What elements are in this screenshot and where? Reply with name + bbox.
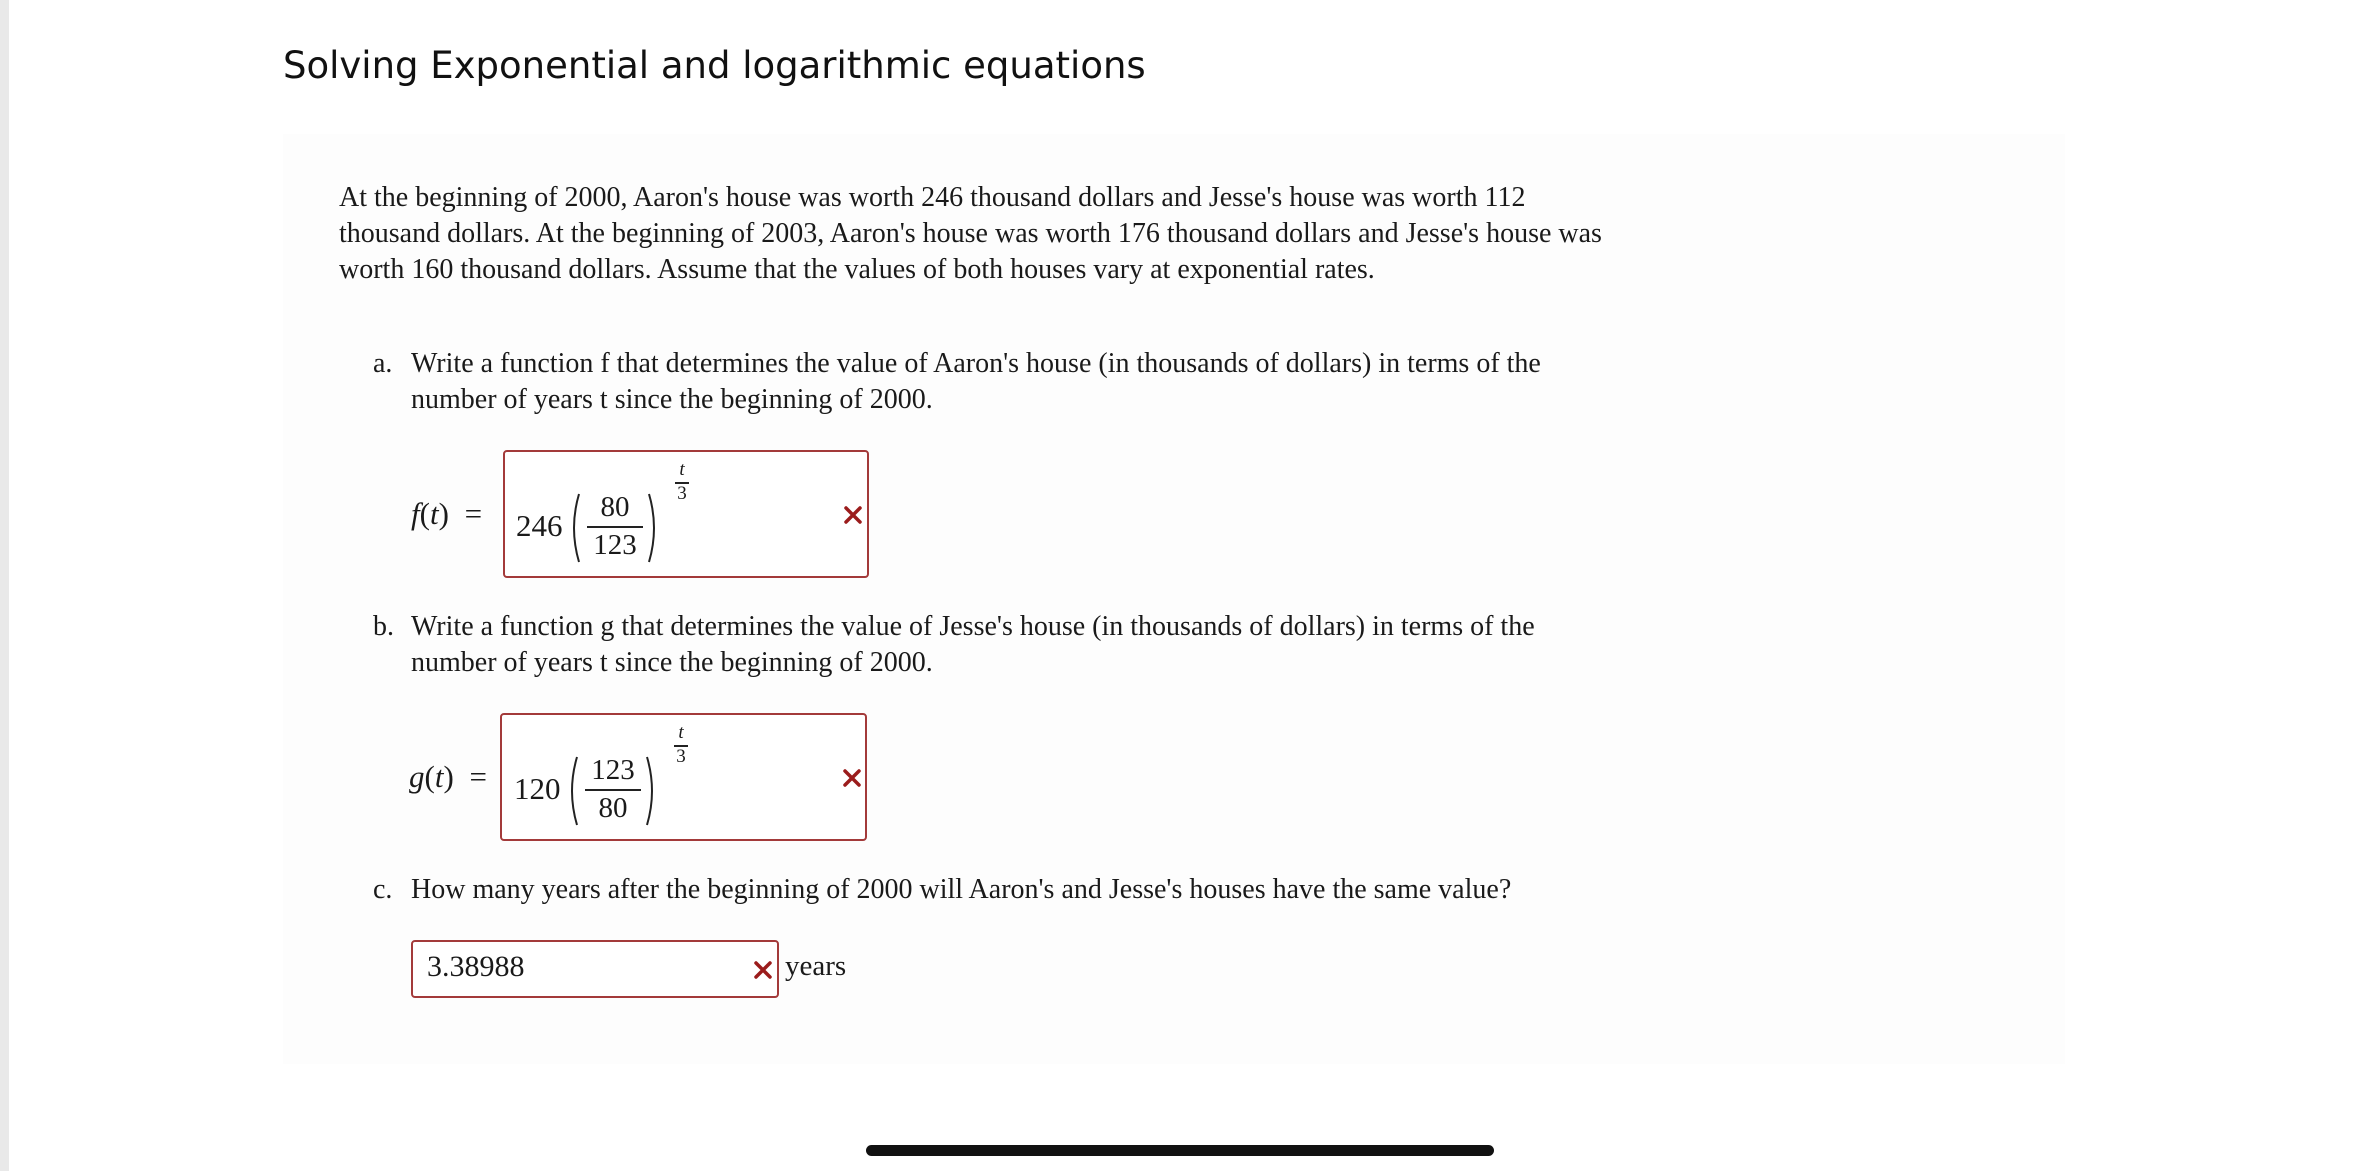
problem-statement: At the beginning of 2000, Aaron's house was worth 246 thousand dollars and Jesse's house was worth 112 thousand dollars. At the beginning of 2003, Aaron's house was worth 176 thousand dollars and Jesse's house was worth 160 thousand dollars. Assume that the values of both houses vary at exponential rates. bbox=[339, 182, 1602, 285]
part-b-base-numerator: 123 bbox=[591, 754, 635, 786]
left-paren-icon bbox=[565, 755, 579, 827]
right-paren-icon bbox=[645, 755, 659, 827]
right-paren-icon bbox=[647, 492, 661, 564]
part-b-function-label: g(t) = bbox=[409, 759, 488, 794]
part-b-exponent-denominator: 3 bbox=[676, 746, 686, 767]
incorrect-x-icon bbox=[752, 959, 774, 981]
part-a-function-label: f(t) = bbox=[411, 496, 483, 531]
part-b-answer-input[interactable] bbox=[500, 713, 867, 841]
part-b-coefficient: 120 bbox=[514, 771, 561, 806]
page-title: Solving Exponential and logarithmic equations bbox=[283, 44, 1146, 87]
incorrect-x-icon bbox=[842, 504, 864, 526]
part-b-question: Write a function g that determines the value of Jesse's house (in thousands of dollars) in terms of the number of years t since the beginning of 2000. bbox=[411, 611, 1535, 678]
part-a-base-numerator: 80 bbox=[600, 491, 630, 523]
part-a-question: Write a function f that determines the value of Aaron's house (in thousands of dollars) in terms of the number of years t since the beginning of 2000. bbox=[411, 348, 1541, 415]
part-b-base-denominator: 80 bbox=[598, 792, 628, 824]
home-indicator bbox=[866, 1145, 1494, 1156]
fn-var: t bbox=[434, 759, 444, 794]
fn-name: g bbox=[409, 759, 425, 794]
equals-sign: = bbox=[464, 496, 483, 531]
part-c-value: 3.38988 bbox=[427, 950, 525, 983]
part-b-exponent-numerator: t bbox=[678, 722, 684, 743]
fn-name: f bbox=[411, 496, 420, 531]
part-a-coefficient: 246 bbox=[516, 508, 563, 543]
part-a-letter: a. bbox=[373, 348, 393, 379]
incorrect-x-icon bbox=[841, 767, 863, 789]
part-a-exponent-numerator: t bbox=[679, 459, 685, 480]
part-c-question: How many years after the beginning of 2000 will Aaron's and Jesse's houses have the same value? bbox=[411, 874, 1512, 905]
part-a-base-denominator: 123 bbox=[593, 529, 637, 561]
left-paren-icon bbox=[567, 492, 581, 564]
part-c-letter: c. bbox=[373, 874, 393, 905]
part-a-answer-input[interactable] bbox=[503, 450, 869, 578]
fn-var: t bbox=[429, 496, 439, 531]
equals-sign: = bbox=[469, 759, 488, 794]
fraction-bar bbox=[587, 526, 643, 528]
fraction-bar bbox=[585, 789, 641, 791]
part-c-answer-input[interactable] bbox=[411, 940, 779, 998]
window-left-edge bbox=[0, 0, 9, 1171]
part-b-letter: b. bbox=[373, 611, 394, 642]
part-a-exponent-denominator: 3 bbox=[677, 483, 687, 504]
part-c-units: years bbox=[785, 950, 847, 982]
